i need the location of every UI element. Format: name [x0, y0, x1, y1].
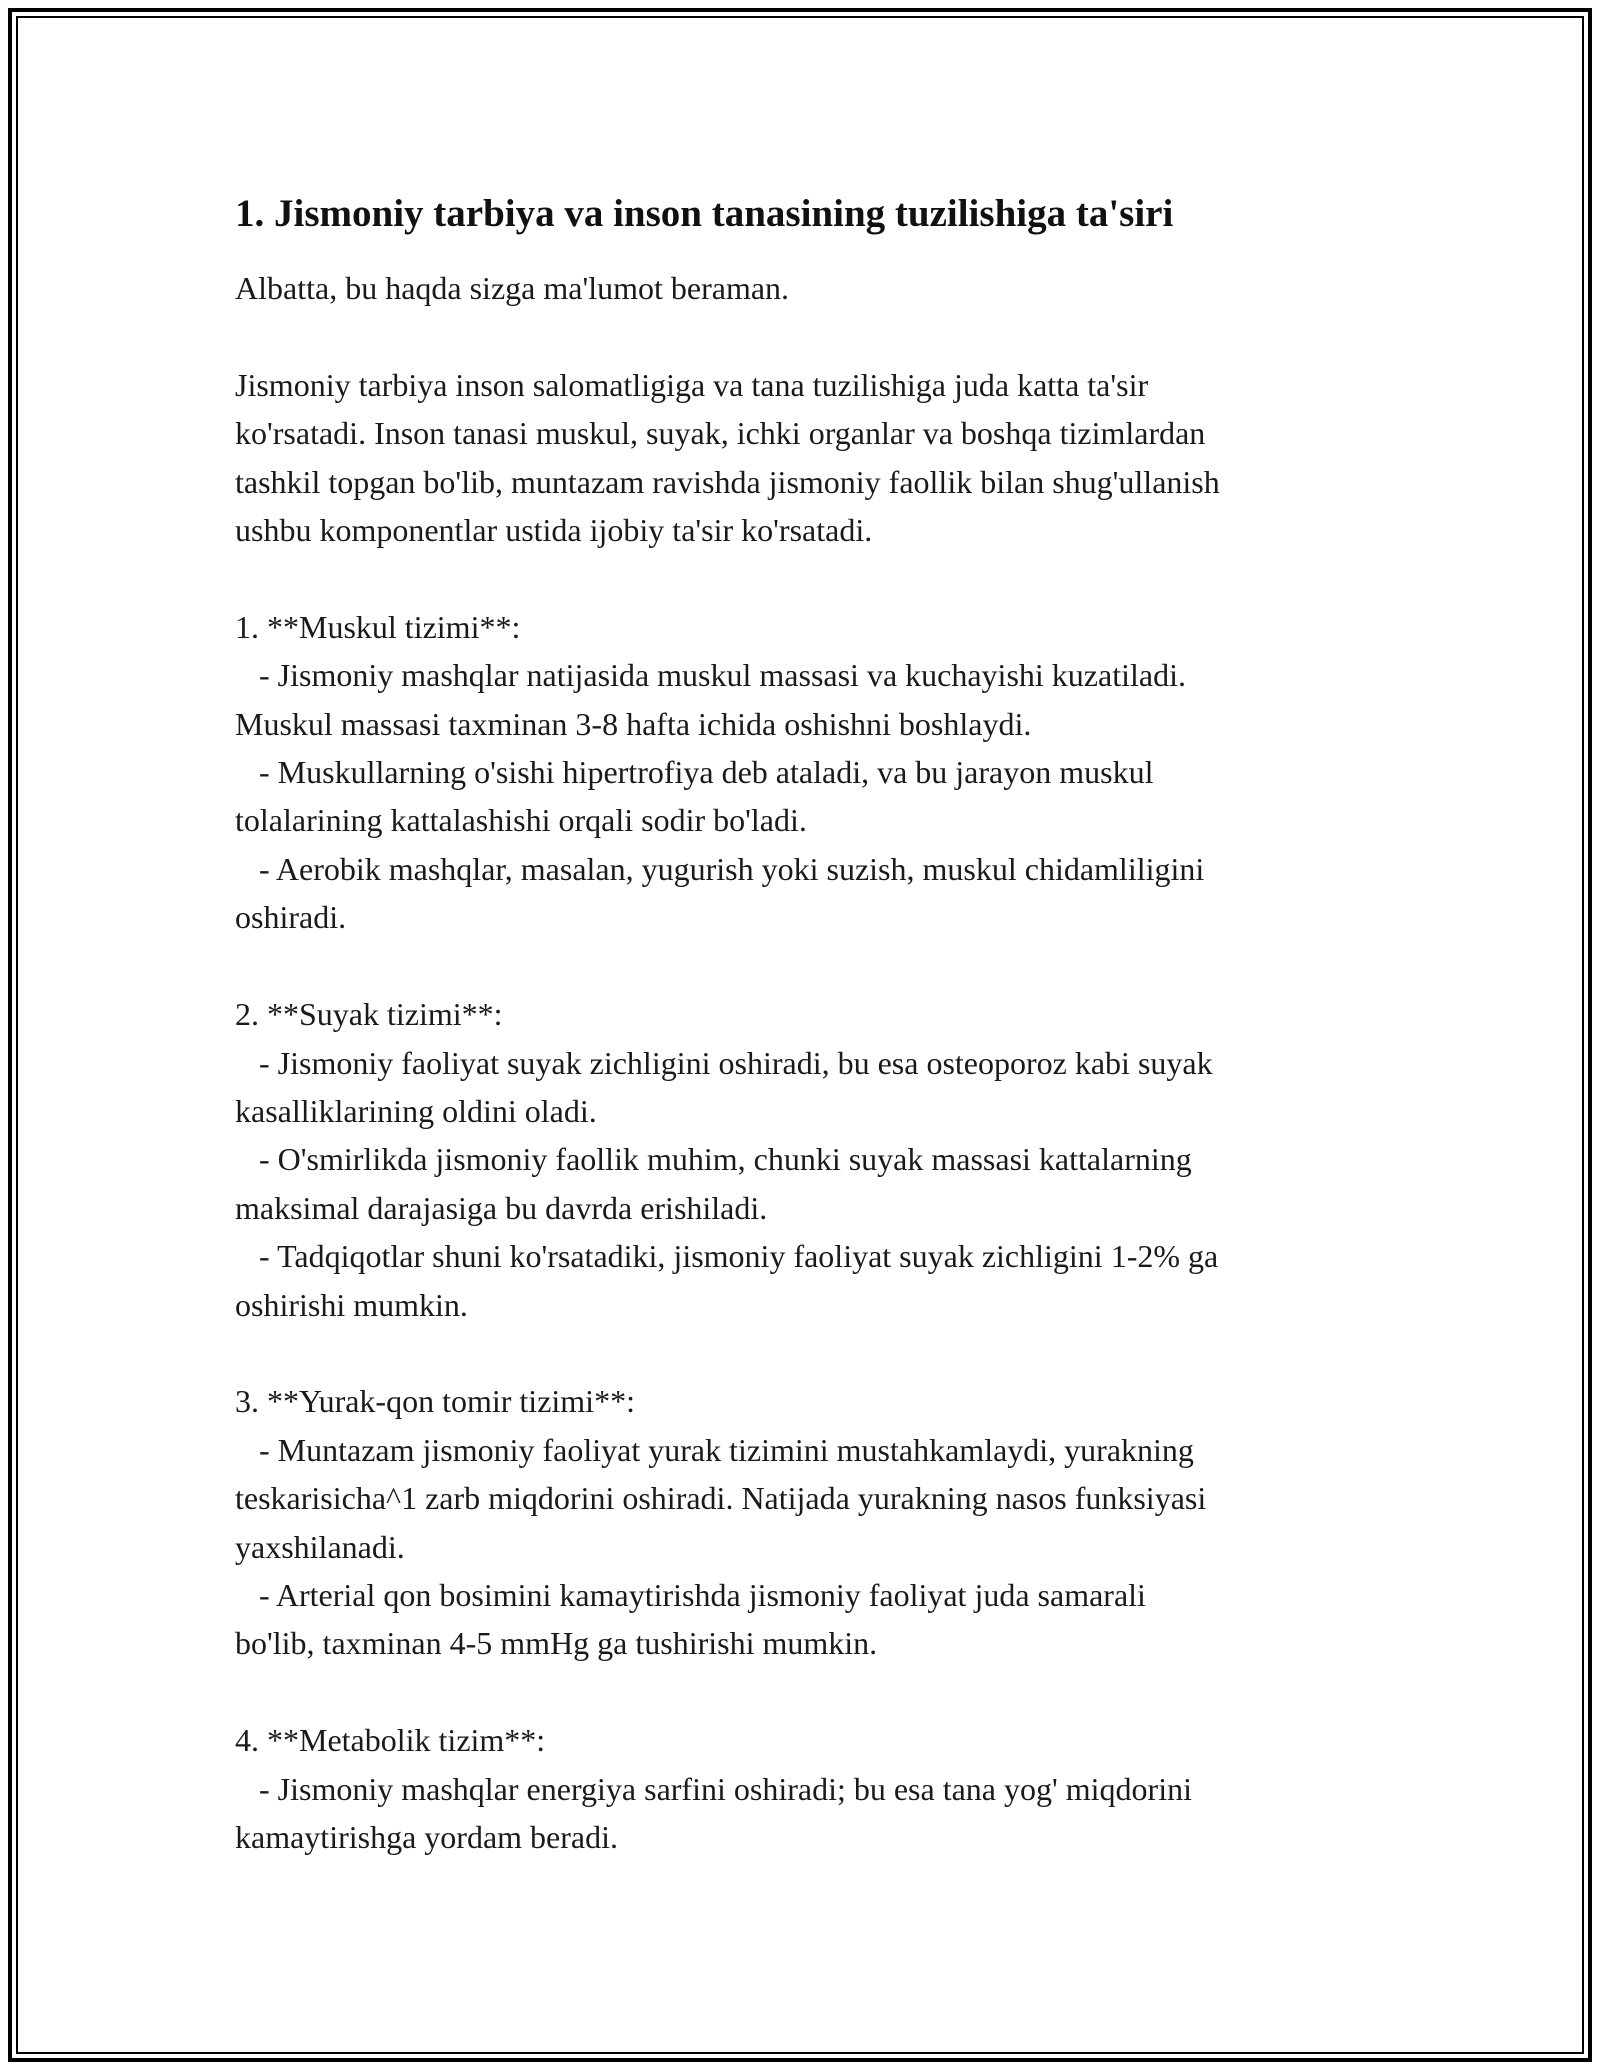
document-title: 1. Jismoniy tarbiya va inson tanasining tuzilishiga ta'siri — [235, 192, 1174, 235]
document-content — [235, 186, 1380, 1861]
document-body: Albatta, bu haqda sizga ma'lumot beraman. Jismoniy tarbiya inson salomatligiga va tana tuzilishiga juda katta ta'sir ko'rsatadi. Inson tanasi muskul, suyak, ichki organlar va boshqa tizimlardan tashkil topgan bo'lib, muntazam ravishda jismoniy faollik bilan shug'ullanish ushbu komponentlar ustida ijobiy ta'sir ko'rsatadi. 1. **Muskul tizimi**: - Jismoniy mashqlar natijasida muskul massasi va kuchayishi kuzatiladi. Muskul massasi taxminan 3-8 hafta ichida oshishni boshlaydi. - Muskullarning o'sishi hipertrofiya deb ataladi, va bu jarayon muskul tolalarining kattalashishi orqali sodir bo'ladi. - Aerobik mashqlar, masalan, yugurish yoki suzish, muskul chidamliligini oshiradi. 2. **Suyak tizimi**: - Jismoniy faoliyat suyak zichligini oshiradi, bu esa osteoporoz kabi suyak kasalliklarining oldini oladi. - O'smirlikda jismoniy faollik muhim, chunki suyak massasi kattalarning maksimal darajasiga bu davrda erishiladi. - Tadqiqotlar shuni ko'rsatadiki, jismoniy faoliyat suyak zichligini 1-2% ga oshirishi mumkin. 3. **Yurak-qon tomir tizimi**: - Muntazam jismoniy faoliyat yurak tizimini mustahkamlaydi, yurakning teskarisicha^1 zarb miqdorini oshiradi. Natijada yurakning nasos funksiyasi yaxshilanadi. - Arterial qon bosimini kamaytirishda jismoniy faoliyat juda samarali bo'lib, taxminan 4-5 mmHg ga tushirishi mumkin. 4. **Metabolik tizim**: - Jismoniy mashqlar energiya sarfini oshiradi; bu esa tana yog' miqdorini kamaytirishga yordam beradi. — [235, 270, 1220, 1855]
